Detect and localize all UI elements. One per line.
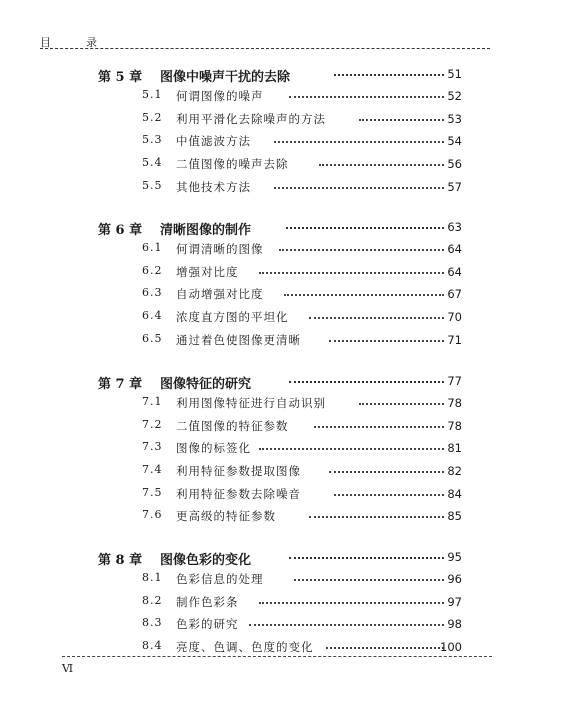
section-page: 78 bbox=[447, 396, 462, 410]
toc-section-8-2[interactable] bbox=[0, 594, 572, 617]
toc-section-5-2[interactable] bbox=[0, 111, 572, 134]
dot-leader bbox=[359, 403, 444, 405]
section-number: 8.3 bbox=[142, 616, 163, 630]
section-page: 70 bbox=[447, 310, 462, 325]
toc-section-7-4[interactable] bbox=[0, 463, 572, 486]
chapter-number: 第 7 章 bbox=[98, 377, 143, 392]
dot-leader bbox=[326, 647, 444, 649]
toc-section-8-1[interactable] bbox=[0, 571, 572, 594]
toc-section-5-5[interactable] bbox=[0, 179, 572, 202]
running-header bbox=[40, 34, 490, 50]
section-page: 54 bbox=[447, 134, 462, 149]
dot-leader bbox=[289, 96, 444, 98]
section-title: 色彩的研究 bbox=[176, 617, 239, 632]
section-page: 56 bbox=[447, 157, 462, 172]
section-page: 71 bbox=[447, 332, 462, 347]
dot-leader bbox=[309, 516, 444, 518]
section-title: 二值图像的噪声去除 bbox=[176, 157, 289, 172]
dot-leader bbox=[284, 294, 444, 296]
section-page: 78 bbox=[447, 418, 462, 433]
section-page: 97 bbox=[447, 594, 462, 609]
chapter-8 bbox=[0, 549, 572, 662]
section-page: 81 bbox=[447, 441, 462, 456]
chapter-heading[interactable] bbox=[0, 373, 572, 395]
section-number: 6.3 bbox=[142, 286, 163, 300]
toc-section-7-6[interactable] bbox=[0, 508, 572, 531]
section-page: 100 bbox=[440, 640, 462, 655]
chapter-5 bbox=[0, 66, 572, 201]
section-number: 7.2 bbox=[142, 417, 163, 431]
header-rule bbox=[40, 48, 490, 49]
section-title: 二值图像的特征参数 bbox=[176, 418, 289, 433]
section-number: 7.3 bbox=[142, 440, 163, 454]
section-number: 8.1 bbox=[142, 571, 163, 584]
section-page: 64 bbox=[447, 242, 462, 256]
section-title: 更高级的特征参数 bbox=[176, 509, 276, 524]
dot-leader bbox=[294, 579, 444, 581]
section-number: 6.1 bbox=[142, 241, 163, 254]
section-page: 52 bbox=[447, 89, 462, 103]
chapter-heading[interactable] bbox=[0, 219, 572, 241]
dot-leader bbox=[259, 272, 444, 274]
chapter-heading[interactable] bbox=[0, 549, 572, 571]
chapter-title: 图像色彩的变化 bbox=[160, 553, 252, 568]
section-title: 何谓清晰的图像 bbox=[176, 242, 264, 256]
toc-section-6-2[interactable] bbox=[0, 264, 572, 287]
chapter-heading[interactable] bbox=[0, 66, 572, 88]
section-page: 98 bbox=[447, 617, 462, 632]
chapter-6 bbox=[0, 219, 572, 354]
toc-section-5-3[interactable] bbox=[0, 133, 572, 156]
section-title: 利用特征参数提取图像 bbox=[176, 464, 301, 479]
header-label: 目 bbox=[40, 36, 51, 49]
section-page: 53 bbox=[447, 111, 462, 126]
section-page: 85 bbox=[447, 509, 462, 524]
section-title: 制作色彩条 bbox=[176, 594, 239, 609]
section-title: 自动增强对比度 bbox=[176, 287, 264, 302]
section-title: 浓度直方图的平坦化 bbox=[176, 310, 289, 325]
chapter-number: 第 6 章 bbox=[98, 223, 143, 238]
dot-leader bbox=[289, 381, 444, 383]
toc-section-5-4[interactable] bbox=[0, 156, 572, 179]
chapter-title: 清晰图像的制作 bbox=[160, 223, 252, 238]
section-number: 8.2 bbox=[142, 593, 163, 607]
dot-leader bbox=[329, 471, 444, 473]
section-number: 7.4 bbox=[142, 463, 163, 477]
section-number: 6.4 bbox=[142, 309, 163, 323]
section-number: 5.2 bbox=[142, 110, 163, 124]
section-page: 64 bbox=[447, 264, 462, 279]
chapter-7 bbox=[0, 373, 572, 531]
header-label-2: 录 bbox=[86, 36, 97, 49]
dot-leader bbox=[314, 426, 444, 428]
chapter-page: 51 bbox=[447, 67, 462, 81]
section-page: 84 bbox=[447, 486, 462, 501]
toc-section-6-3[interactable] bbox=[0, 286, 572, 309]
section-title: 增强对比度 bbox=[176, 264, 239, 279]
toc-section-6-1[interactable] bbox=[0, 241, 572, 264]
chapter-number: 第 5 章 bbox=[98, 70, 143, 85]
section-page: 67 bbox=[447, 287, 462, 302]
dot-leader bbox=[289, 557, 444, 559]
dot-leader bbox=[309, 317, 444, 319]
chapter-page: 95 bbox=[447, 550, 462, 564]
dot-leader bbox=[359, 119, 444, 121]
dot-leader bbox=[274, 141, 444, 143]
section-title: 通过着色使图像更清晰 bbox=[176, 332, 301, 347]
chapter-page: 77 bbox=[447, 374, 462, 388]
footer-page-number: Ⅵ bbox=[62, 662, 74, 675]
section-title: 其他技术方法 bbox=[176, 179, 251, 194]
dot-leader bbox=[286, 227, 444, 229]
toc-section-7-2[interactable] bbox=[0, 418, 572, 441]
footer-rule bbox=[62, 656, 492, 657]
toc-section-6-5[interactable] bbox=[0, 332, 572, 355]
toc-section-7-1[interactable] bbox=[0, 395, 572, 418]
section-page: 57 bbox=[447, 179, 462, 194]
section-number: 5.1 bbox=[142, 88, 163, 101]
section-number: 5.5 bbox=[142, 178, 163, 192]
section-page: 82 bbox=[447, 464, 462, 479]
section-number: 7.1 bbox=[142, 395, 163, 408]
section-title: 图像的标签化 bbox=[176, 441, 251, 456]
toc-section-5-1[interactable] bbox=[0, 88, 572, 111]
dot-leader bbox=[249, 624, 444, 626]
dot-leader bbox=[319, 164, 444, 166]
dot-leader bbox=[279, 249, 444, 251]
toc-section-6-4[interactable] bbox=[0, 309, 572, 332]
chapter-title: 图像中噪声干扰的去除 bbox=[160, 70, 291, 85]
section-title: 利用平滑化去除噪声的方法 bbox=[176, 111, 326, 126]
dot-leader bbox=[329, 340, 444, 342]
section-title: 中值滤波方法 bbox=[176, 134, 251, 149]
section-title: 利用图像特征进行自动识别 bbox=[176, 396, 326, 410]
dot-leader bbox=[259, 602, 444, 604]
section-number: 5.3 bbox=[142, 133, 163, 147]
toc-section-7-3[interactable] bbox=[0, 440, 572, 463]
dot-leader bbox=[274, 187, 444, 189]
section-number: 8.4 bbox=[142, 639, 163, 653]
dot-leader bbox=[259, 448, 444, 450]
toc-section-7-5[interactable] bbox=[0, 486, 572, 509]
section-title: 亮度、色调、色度的变化 bbox=[176, 640, 314, 655]
chapter-page: 63 bbox=[447, 220, 462, 234]
chapter-title: 图像特征的研究 bbox=[160, 377, 252, 392]
section-title: 利用特征参数去除噪音 bbox=[176, 486, 301, 501]
section-number: 7.6 bbox=[142, 508, 163, 522]
page-footer bbox=[62, 656, 492, 676]
section-number: 5.4 bbox=[142, 156, 163, 170]
section-number: 6.2 bbox=[142, 263, 163, 277]
toc-section-8-3[interactable] bbox=[0, 616, 572, 639]
section-number: 7.5 bbox=[142, 485, 163, 499]
section-number: 6.5 bbox=[142, 331, 163, 345]
chapter-number: 第 8 章 bbox=[98, 553, 143, 568]
dot-leader bbox=[334, 494, 444, 496]
section-title: 色彩信息的处理 bbox=[176, 572, 264, 586]
section-title: 何谓图像的噪声 bbox=[176, 89, 264, 103]
dot-leader bbox=[334, 74, 444, 76]
section-page: 96 bbox=[447, 572, 462, 586]
